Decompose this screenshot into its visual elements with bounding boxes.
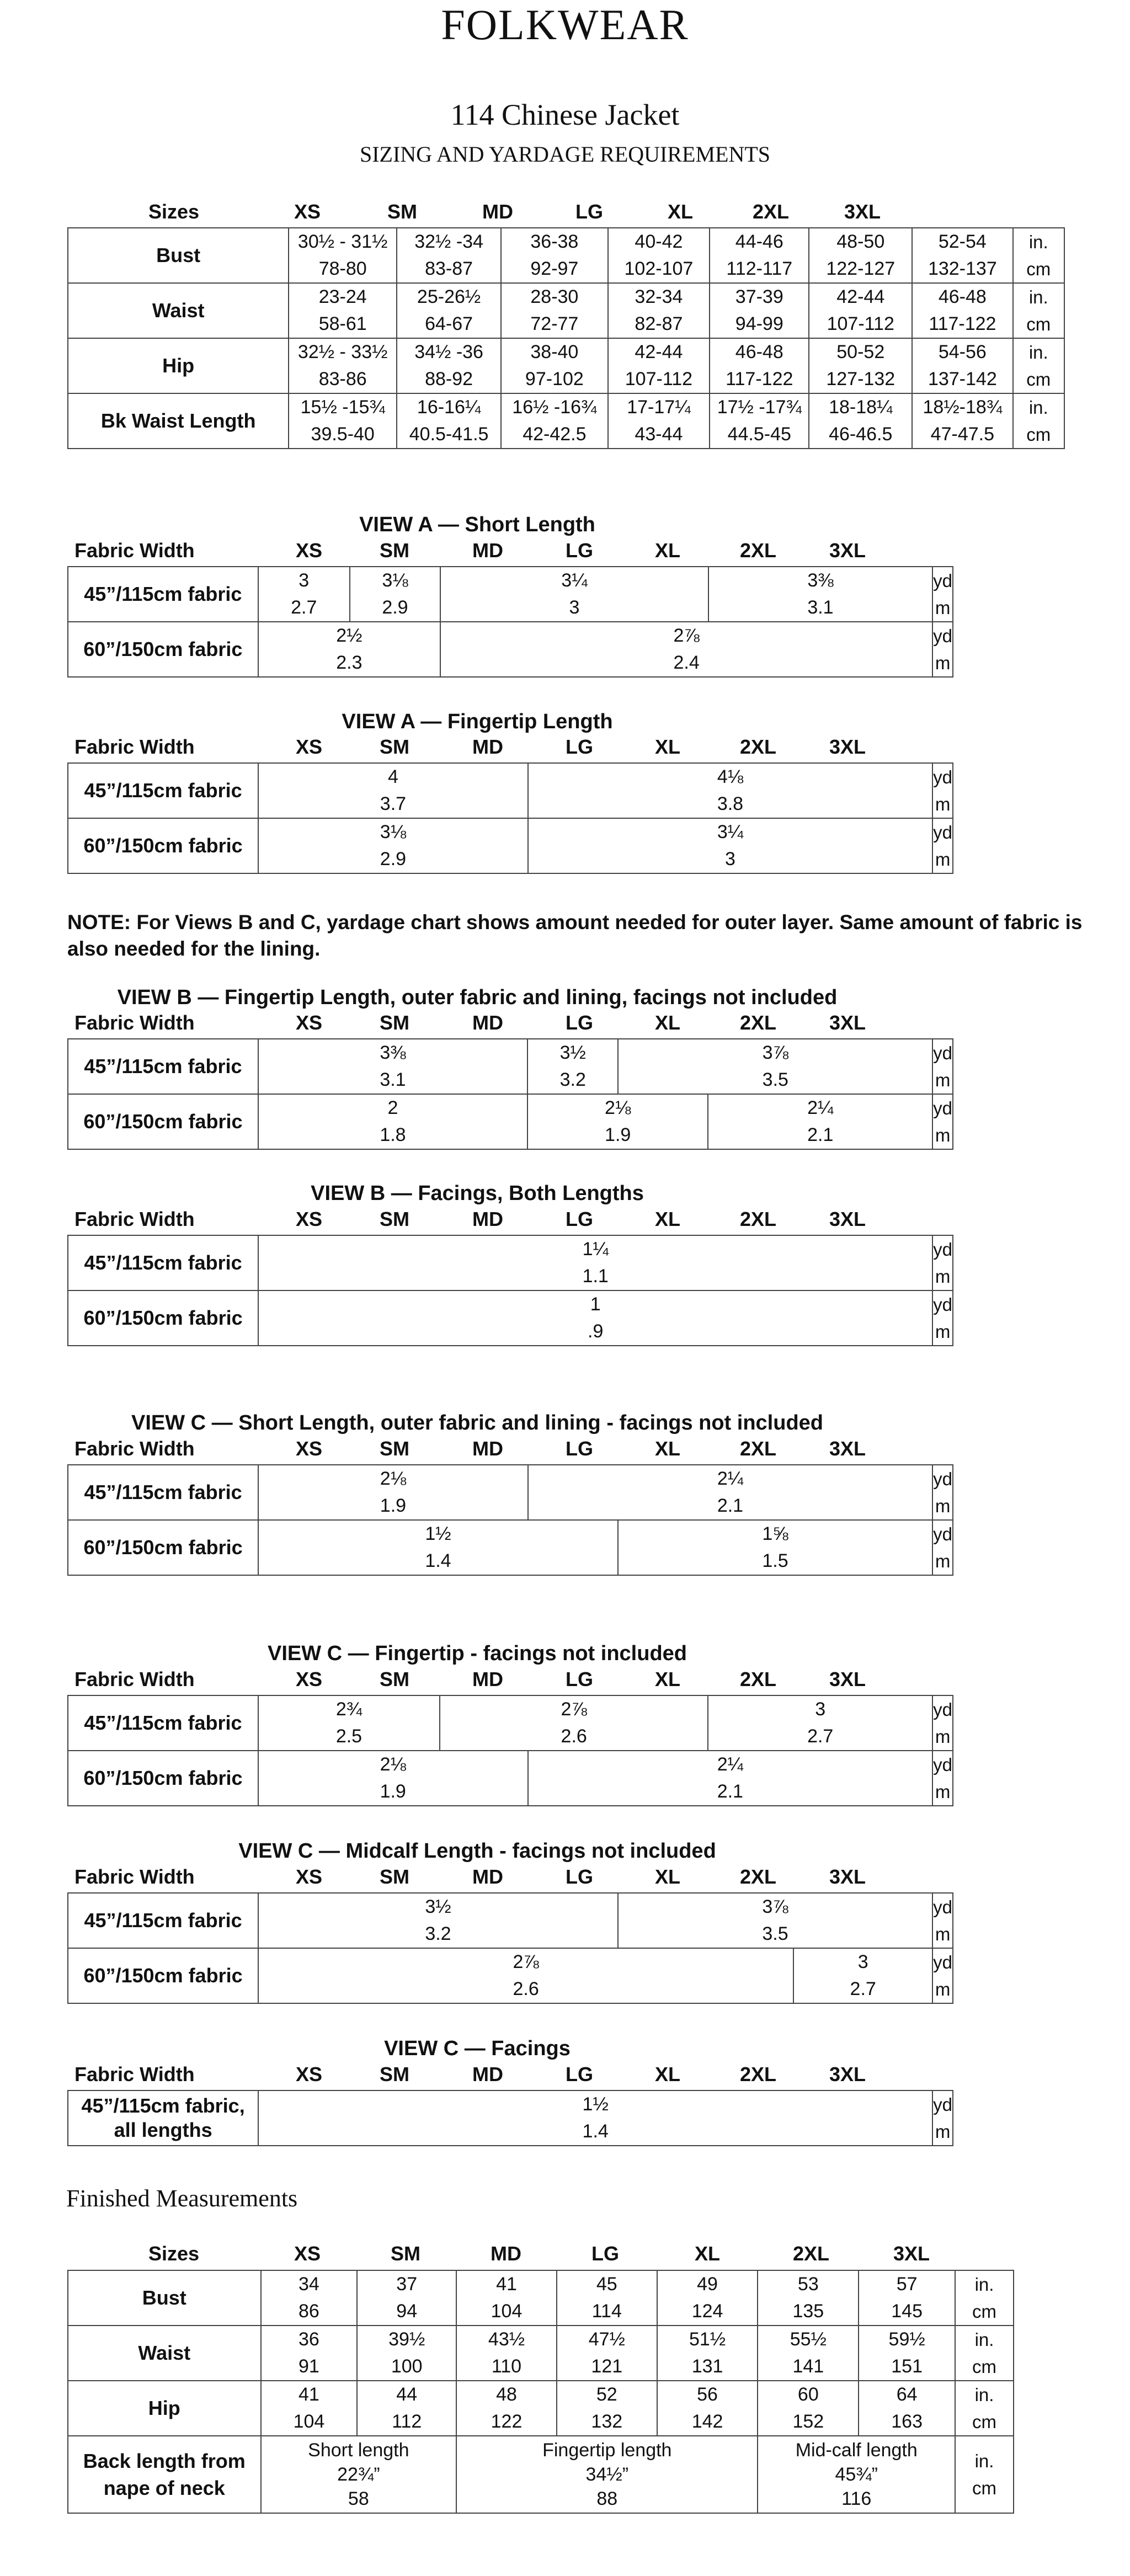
yardage-cell: 2⅞ 2.6 [258, 1948, 793, 2003]
size-lg: LG [566, 1668, 593, 1690]
yardage-table-a_short [67, 566, 953, 678]
size-2xl: 2XL [739, 1865, 777, 1888]
fabric-width-header [0, 2062, 955, 2087]
yardage-cell: 1 .9 [258, 1290, 932, 1346]
table-row [68, 763, 953, 818]
size-2xl: 2XL [739, 539, 777, 562]
section-title-b_facings: VIEW B — Facings, Both Lengths [311, 1182, 644, 1205]
fabric-width-row-label: 45”/115cm fabric, all lengths [68, 2090, 258, 2146]
table-row [68, 622, 953, 677]
row-label-hip: Hip [68, 2381, 261, 2436]
table-row [68, 1751, 953, 1806]
fabric-width-header [0, 1207, 955, 1231]
fabric-width-label: Fabric Width [74, 539, 195, 562]
finished-measurements-title: Finished Measurements [66, 2185, 298, 2212]
yardage-table-c_facings [67, 2090, 953, 2146]
size-sm: SM [380, 735, 409, 758]
size-xl: XL [667, 200, 693, 223]
size-2xl: 2XL [792, 2242, 830, 2265]
size-2xl: 2XL [739, 1208, 777, 1230]
size-xs: XS [295, 1011, 323, 1034]
size-2xl: 2XL [739, 1437, 777, 1460]
unit-cell: yd m [932, 2090, 953, 2146]
sizes-label: Sizes [148, 2242, 200, 2265]
yardage-table-c_finger [67, 1695, 953, 1806]
table-row: Back length from nape of neck Short length 22¾” 58 Fingertip length 34½” 88 Mid-calf length 45¾” 116 in. cm [68, 2436, 1014, 2513]
table-row: Hip 41 104 44 112 48 122 52 132 56 142 60 152 64 163 in. cm [68, 2381, 1014, 2436]
yardage-table-b_facings [67, 1235, 953, 1346]
size-sm: SM [380, 539, 409, 562]
fabric-width-row-label: 45”/115cm fabric [68, 1893, 258, 1948]
table-row: Waist 23-24 58-61 25-26½ 64-67 28-30 72-77 32-34 82-87 37-39 94-99 42-44 107-112 46-48 117-122 in. cm [68, 283, 1064, 338]
size-3xl: 3XL [829, 1208, 866, 1230]
unit-cell: yd m [932, 1235, 953, 1290]
size-lg: LG [566, 1437, 593, 1460]
unit-cell: yd m [932, 1520, 953, 1575]
size-xl: XL [654, 1668, 680, 1690]
section-title-c_midcalf: VIEW C — Midcalf Length - facings not included [238, 1839, 716, 1863]
size-lg: LG [566, 735, 593, 758]
yardage-table-b_finger [67, 1038, 953, 1150]
unit-cell: yd m [932, 622, 953, 677]
yardage-cell: 3⅞ 3.5 [618, 1039, 932, 1094]
yardage-cell: 1½ 1.4 [258, 1520, 618, 1575]
table-row [68, 1948, 953, 2003]
size-3xl: 3XL [829, 1865, 866, 1888]
yardage-cell: 2 1.8 [258, 1094, 527, 1149]
yardage-cell: 2¼ 2.1 [528, 1465, 932, 1520]
size-md: MD [472, 1208, 503, 1230]
size-2xl: 2XL [752, 200, 790, 223]
fabric-width-row-label: 60”/150cm fabric [68, 1520, 258, 1575]
row-label-bk-waist: Bk Waist Length [68, 393, 289, 449]
table-row [68, 2090, 953, 2146]
size-3xl: 3XL [829, 1011, 866, 1034]
size-md: MD [472, 1011, 503, 1034]
size-xs: XS [295, 1208, 323, 1230]
section-title-b_finger: VIEW B — Fingertip Length, outer fabric and lining, facings not included [117, 986, 838, 1009]
fabric-width-row-label: 45”/115cm fabric [68, 1235, 258, 1290]
yardage-cell: 3⅜ 3.1 [708, 567, 932, 622]
size-lg: LG [566, 2063, 593, 2086]
size-sm: SM [387, 200, 417, 223]
size-xs: XS [295, 1437, 323, 1460]
size-3xl: 3XL [829, 2063, 866, 2086]
size-xs: XS [294, 2242, 321, 2265]
size-xl: XL [654, 539, 680, 562]
fabric-width-label: Fabric Width [74, 1437, 195, 1460]
size-xl: XL [654, 1208, 680, 1230]
size-sm: SM [380, 1208, 409, 1230]
unit-cell: yd m [932, 1751, 953, 1806]
table-row [68, 1039, 953, 1094]
body-measurements-table [67, 227, 1065, 449]
size-3xl: 3XL [829, 1668, 866, 1690]
size-sm: SM [391, 2242, 420, 2265]
table-row: Bust 34 86 37 94 41 104 45 114 49 124 53 135 57 145 in. cm [68, 2270, 1014, 2326]
yardage-cell: 2½ 2.3 [258, 622, 440, 677]
yardage-note: NOTE: For Views B and C, yardage chart shows amount needed for outer layer. Same amount of fabric is also needed for the lining. [67, 911, 1083, 960]
row-label-hip: Hip [68, 338, 289, 393]
table-row [68, 1235, 953, 1290]
size-lg: LG [566, 539, 593, 562]
row-label-back-length: Back length from nape of neck [68, 2436, 261, 2513]
fabric-width-row-label: 60”/150cm fabric [68, 1751, 258, 1806]
yardage-cell: 2⅞ 2.4 [440, 622, 932, 677]
size-3xl: 3XL [829, 735, 866, 758]
unit-cell: yd m [932, 1695, 953, 1751]
unit-cell: yd m [932, 1948, 953, 2003]
unit-cell: yd m [932, 1039, 953, 1094]
row-label-bust: Bust [68, 228, 289, 283]
size-2xl: 2XL [739, 1011, 777, 1034]
table-row: Bust 30½ - 31½ 78-80 32½ -34 83-87 36-38 92-97 40-42 102-107 44-46 112-117 48-50 122-127 52-54 132-137 in. cm [68, 228, 1064, 283]
unit-cell: yd m [932, 1893, 953, 1948]
size-sm: SM [380, 2063, 409, 2086]
size-xs: XS [295, 735, 323, 758]
fabric-width-label: Fabric Width [74, 1668, 195, 1690]
table-row [68, 1893, 953, 1948]
fabric-width-label: Fabric Width [74, 2063, 195, 2086]
size-xl: XL [654, 1865, 680, 1888]
yardage-cell: 3⅛ 2.9 [350, 567, 440, 622]
fabric-width-row-label: 45”/115cm fabric [68, 567, 258, 622]
size-2xl: 2XL [739, 1668, 777, 1690]
size-lg: LG [566, 1208, 593, 1230]
finished-sizes-header [0, 2242, 1015, 2266]
size-sm: SM [380, 1668, 409, 1690]
yardage-cell: 4⅛ 3.8 [528, 763, 932, 818]
fabric-width-row-label: 45”/115cm fabric [68, 1039, 258, 1094]
yardage-cell: 1¼ 1.1 [258, 1235, 932, 1290]
size-xs: XS [295, 2063, 323, 2086]
yardage-cell: 3¼ 3 [440, 567, 708, 622]
size-md: MD [472, 2063, 503, 2086]
table-row [68, 818, 953, 873]
table-row [68, 1094, 953, 1149]
fabric-width-row-label: 60”/150cm fabric [68, 1290, 258, 1346]
fabric-width-header [0, 1865, 955, 1889]
size-xs: XS [294, 200, 321, 223]
yardage-cell: 1⅝ 1.5 [618, 1520, 932, 1575]
size-xs: XS [295, 539, 323, 562]
table-row [68, 1290, 953, 1346]
fabric-width-header [0, 538, 955, 563]
size-md: MD [482, 200, 513, 223]
row-label-bust: Bust [68, 2270, 261, 2326]
yardage-cell: 3⅜ 3.1 [258, 1039, 527, 1094]
yardage-cell: 3⅛ 2.9 [258, 818, 528, 873]
table-row: Hip 32½ - 33½ 83-86 34½ -36 88-92 38-40 97-102 42-44 107-112 46-48 117-122 50-52 127-132 54-56 137-142 in. cm [68, 338, 1064, 393]
brand-logo: FOLKWEAR [441, 1, 689, 49]
size-lg: LG [566, 1011, 593, 1034]
size-xl: XL [654, 1437, 680, 1460]
section-title-c_short: VIEW C — Short Length, outer fabric and lining - facings not included [131, 1411, 823, 1434]
section-title-a_short: VIEW A — Short Length [359, 513, 595, 536]
yardage-cell: 3¼ 3 [528, 818, 932, 873]
size-md: MD [472, 1865, 503, 1888]
section-title-a_finger: VIEW A — Fingertip Length [342, 710, 613, 733]
row-label-waist: Waist [68, 2326, 261, 2381]
fabric-width-row-label: 60”/150cm fabric [68, 818, 258, 873]
yardage-cell: 3½ 3.2 [527, 1039, 618, 1094]
yardage-cell: 4 3.7 [258, 763, 528, 818]
fabric-width-header [0, 735, 955, 759]
fabric-width-label: Fabric Width [74, 735, 195, 758]
unit-cell: yd m [932, 818, 953, 873]
yardage-cell: 3⅞ 3.5 [618, 1893, 932, 1948]
fabric-width-row-label: 45”/115cm fabric [68, 763, 258, 818]
table-row [68, 1465, 953, 1520]
unit-cell: yd m [932, 763, 953, 818]
size-3xl: 3XL [844, 200, 881, 223]
size-xl: XL [654, 2063, 680, 2086]
fabric-width-header [0, 1011, 955, 1035]
section-title-c_facings: VIEW C — Facings [384, 2037, 571, 2060]
yardage-cell: 2¾ 2.5 [258, 1695, 440, 1751]
unit-cell: yd m [932, 1290, 953, 1346]
fabric-width-label: Fabric Width [74, 1011, 195, 1034]
yardage-cell: 2¼ 2.1 [708, 1094, 932, 1149]
yardage-table-a_finger [67, 762, 953, 874]
page-subtitle: SIZING AND YARDAGE REQUIREMENTS [359, 142, 771, 167]
unit-cell: yd m [932, 1465, 953, 1520]
yardage-cell: 1½ 1.4 [258, 2090, 932, 2146]
yardage-cell: 3 2.7 [793, 1948, 932, 2003]
size-md: MD [472, 1668, 503, 1690]
section-title-c_finger: VIEW C — Fingertip - facings not included [268, 1642, 687, 1665]
fabric-width-label: Fabric Width [74, 1208, 195, 1230]
size-sm: SM [380, 1011, 409, 1034]
size-3xl: 3XL [893, 2242, 930, 2265]
yardage-cell: 2⅛ 1.9 [258, 1751, 528, 1806]
table-row [68, 1520, 953, 1575]
size-2xl: 2XL [739, 2063, 777, 2086]
fabric-width-header [0, 1667, 955, 1692]
size-sm: SM [380, 1437, 409, 1460]
finished-measurements-table [67, 2270, 1014, 2514]
row-label-waist: Waist [68, 283, 289, 338]
yardage-cell: 3 2.7 [258, 567, 350, 622]
size-xl: XL [654, 1011, 680, 1034]
yardage-cell: 3½ 3.2 [258, 1893, 618, 1948]
fabric-width-row-label: 60”/150cm fabric [68, 1948, 258, 2003]
size-3xl: 3XL [829, 1437, 866, 1460]
size-xs: XS [295, 1668, 323, 1690]
yardage-table-c_midcalf [67, 1892, 953, 2004]
table-row: Bk Waist Length 15½ -15¾ 39.5-40 16-16¼ 40.5-41.5 16½ -16¾ 42-42.5 17-17¼ 43-44 17½ -17¾ 44.5-45 18-18¼ 46-46.5 18½-18¾ 47-47.5 in. cm [68, 393, 1064, 449]
fabric-width-row-label: 60”/150cm fabric [68, 1094, 258, 1149]
page-title: 114 Chinese Jacket [450, 98, 680, 131]
size-sm: SM [380, 1865, 409, 1888]
yardage-cell: 2⅞ 2.6 [440, 1695, 708, 1751]
sizes-label: Sizes [148, 200, 200, 223]
size-md: MD [491, 2242, 521, 2265]
size-xs: XS [295, 1865, 323, 1888]
table-row: Waist 36 91 39½ 100 43½ 110 47½ 121 51½ 131 55½ 141 59½ 151 in. cm [68, 2326, 1014, 2381]
body-sizes-header [0, 200, 1065, 224]
yardage-cell: 3 2.7 [708, 1695, 932, 1751]
size-md: MD [472, 539, 503, 562]
yardage-cell: 2¼ 2.1 [528, 1751, 933, 1806]
size-lg: LG [566, 1865, 593, 1888]
fabric-width-label: Fabric Width [74, 1865, 195, 1888]
size-3xl: 3XL [829, 539, 866, 562]
fabric-width-row-label: 60”/150cm fabric [68, 622, 258, 677]
fabric-width-row-label: 45”/115cm fabric [68, 1695, 258, 1751]
fabric-width-header [0, 1437, 955, 1461]
table-row [68, 567, 953, 622]
size-md: MD [472, 735, 503, 758]
size-xl: XL [694, 2242, 720, 2265]
size-lg: LG [591, 2242, 619, 2265]
size-xl: XL [654, 735, 680, 758]
unit-cell: yd m [932, 1094, 953, 1149]
table-row [68, 1695, 953, 1751]
size-md: MD [472, 1437, 503, 1460]
yardage-cell: 2⅛ 1.9 [258, 1465, 528, 1520]
fabric-width-row-label: 45”/115cm fabric [68, 1465, 258, 1520]
size-2xl: 2XL [739, 735, 777, 758]
yardage-table-c_short [67, 1464, 953, 1576]
size-lg: LG [575, 200, 603, 223]
yardage-cell: 2⅛ 1.9 [527, 1094, 708, 1149]
unit-cell: yd m [932, 567, 953, 622]
